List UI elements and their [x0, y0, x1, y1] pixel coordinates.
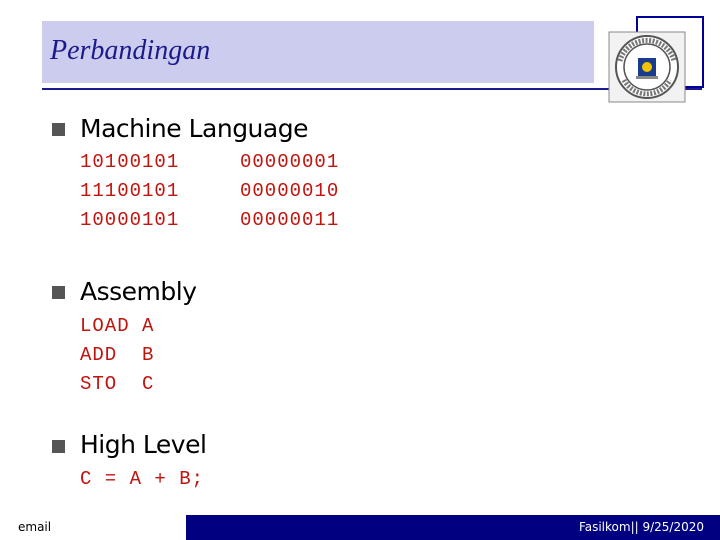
university-seal-icon: [606, 30, 688, 104]
slide-title: Perbandingan: [50, 35, 211, 66]
heading-machine-language: Machine Language: [80, 114, 308, 143]
heading-high-level: High Level: [80, 430, 207, 459]
assembly-code: LOAD A ADD B STO C: [80, 315, 155, 395]
heading-assembly: Assembly: [80, 277, 197, 306]
machine-code-column-1: 10100101 11100101 10000101: [80, 151, 180, 231]
title-bar: [42, 21, 594, 83]
footer-info: Fasilkom|| 9/25/2020: [578, 520, 704, 534]
footer-email: email: [18, 520, 52, 534]
machine-code-column-2: 00000001 00000010 00000011: [240, 151, 340, 231]
bullet-assembly: [52, 286, 65, 299]
high-level-code: C = A + B;: [80, 468, 205, 490]
footer-right: [186, 515, 720, 540]
footer-left: [0, 515, 186, 540]
bullet-high-level: [52, 440, 65, 453]
title-underline: [42, 88, 606, 90]
bullet-machine-language: [52, 123, 65, 136]
